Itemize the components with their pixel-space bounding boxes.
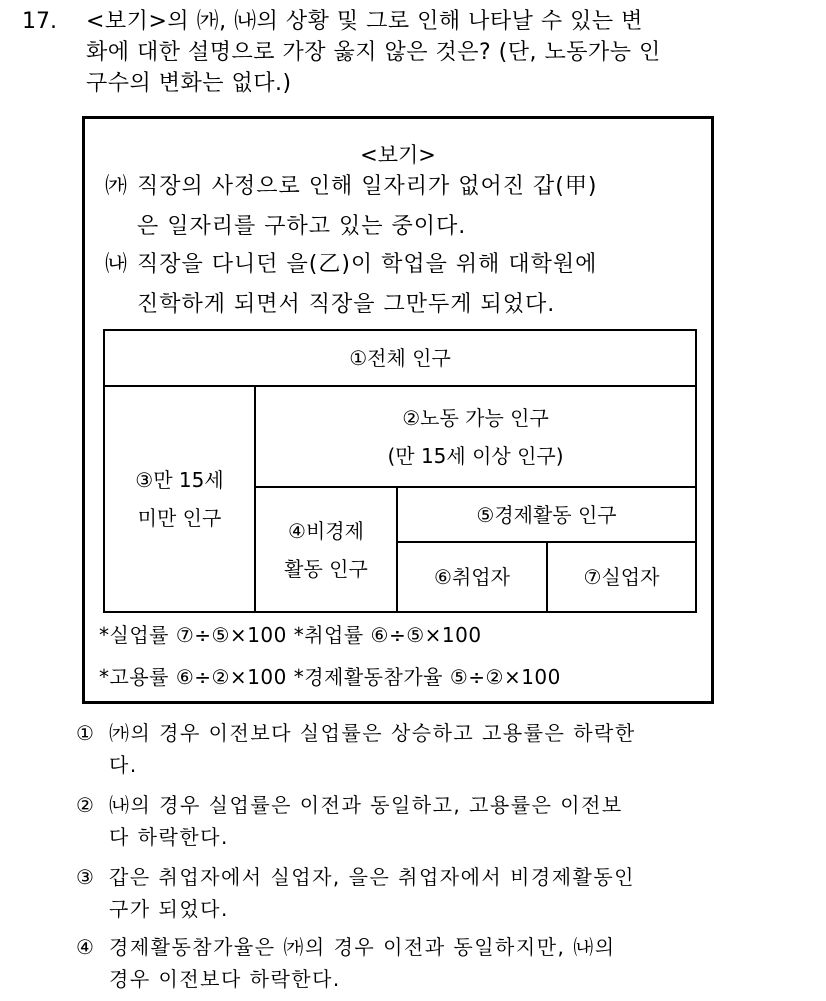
option-mark: ①	[76, 721, 94, 745]
population-table	[103, 329, 695, 611]
formula-line: *실업률 ⑦÷⑤×100 *취업률 ⑥÷⑤×100	[99, 623, 482, 647]
option-text: 경우 이전보다 하락한다.	[109, 967, 341, 991]
stem-line: <보기>의 ㈎, ㈏의 상황 및 그로 인해 나타날 수 있는 변	[86, 9, 643, 34]
cell-label: ⑤경제활동 인구	[476, 502, 617, 527]
item-ga-line: 직장의 사정으로 인해 일자리가 없어진 갑(甲)	[137, 174, 598, 199]
stem-line: 구수의 변화는 없다.)	[86, 71, 292, 96]
option-text: 다.	[109, 753, 138, 777]
cell-label: ③만 15세	[135, 468, 224, 492]
option-text: ㈏의 경우 실업률은 이전과 동일하고, 고용률은 이전보	[109, 793, 623, 817]
item-mark-ga: ㈎	[105, 174, 129, 199]
cell-non-active	[254, 486, 398, 613]
option-text: ㈎의 경우 이전보다 실업률은 상승하고 고용률은 하락한	[109, 721, 636, 745]
option-text: 갑은 취업자에서 실업자, 을은 취업자에서 비경제활동인	[109, 865, 636, 889]
cell-label: ①전체 인구	[349, 346, 451, 370]
cell-employed	[396, 541, 548, 613]
cell-label: ②노동 가능 인구	[402, 405, 549, 430]
stem-line: 화에 대한 설명으로 가장 옳지 않은 것은? (단, 노동가능 인	[86, 40, 661, 65]
formula-line: *고용률 ⑥÷②×100 *경제활동참가율 ⑤÷②×100	[99, 665, 561, 689]
cell-unemployed	[546, 541, 697, 613]
cell-label: ⑥취업자	[434, 565, 510, 589]
question-number: 17.	[22, 9, 57, 34]
option-text: 경제활동참가율은 ㈎의 경우 이전과 동일하지만, ㈏의	[109, 935, 616, 959]
item-na-line: 직장을 다니던 을(乙)이 학업을 위해 대학원에	[137, 252, 598, 277]
bogi-title: <보기>	[360, 143, 436, 167]
cell-label: (만 15세 이상 인구)	[387, 443, 564, 468]
item-ga-line: 은 일자리를 구하고 있는 중이다.	[137, 214, 467, 239]
option-mark: ②	[76, 793, 94, 817]
item-na-line: 진학하게 되면서 직장을 그만두게 되었다.	[137, 292, 556, 317]
cell-label: 활동 인구	[284, 556, 368, 581]
cell-under15	[103, 385, 256, 613]
bogi-box	[82, 116, 714, 704]
cell-label: 미만 인구	[137, 506, 222, 530]
option-text: 구가 되었다.	[109, 897, 229, 921]
option-mark: ④	[76, 935, 94, 959]
cell-working-age	[254, 385, 697, 488]
cell-label: ⑦실업자	[583, 565, 660, 589]
option-text: 다 하락한다.	[109, 825, 229, 849]
cell-total-population	[103, 329, 697, 387]
cell-active	[396, 486, 697, 543]
cell-label: ④비경제	[288, 518, 364, 543]
item-mark-na: ㈏	[105, 252, 129, 277]
option-mark: ③	[76, 865, 94, 889]
